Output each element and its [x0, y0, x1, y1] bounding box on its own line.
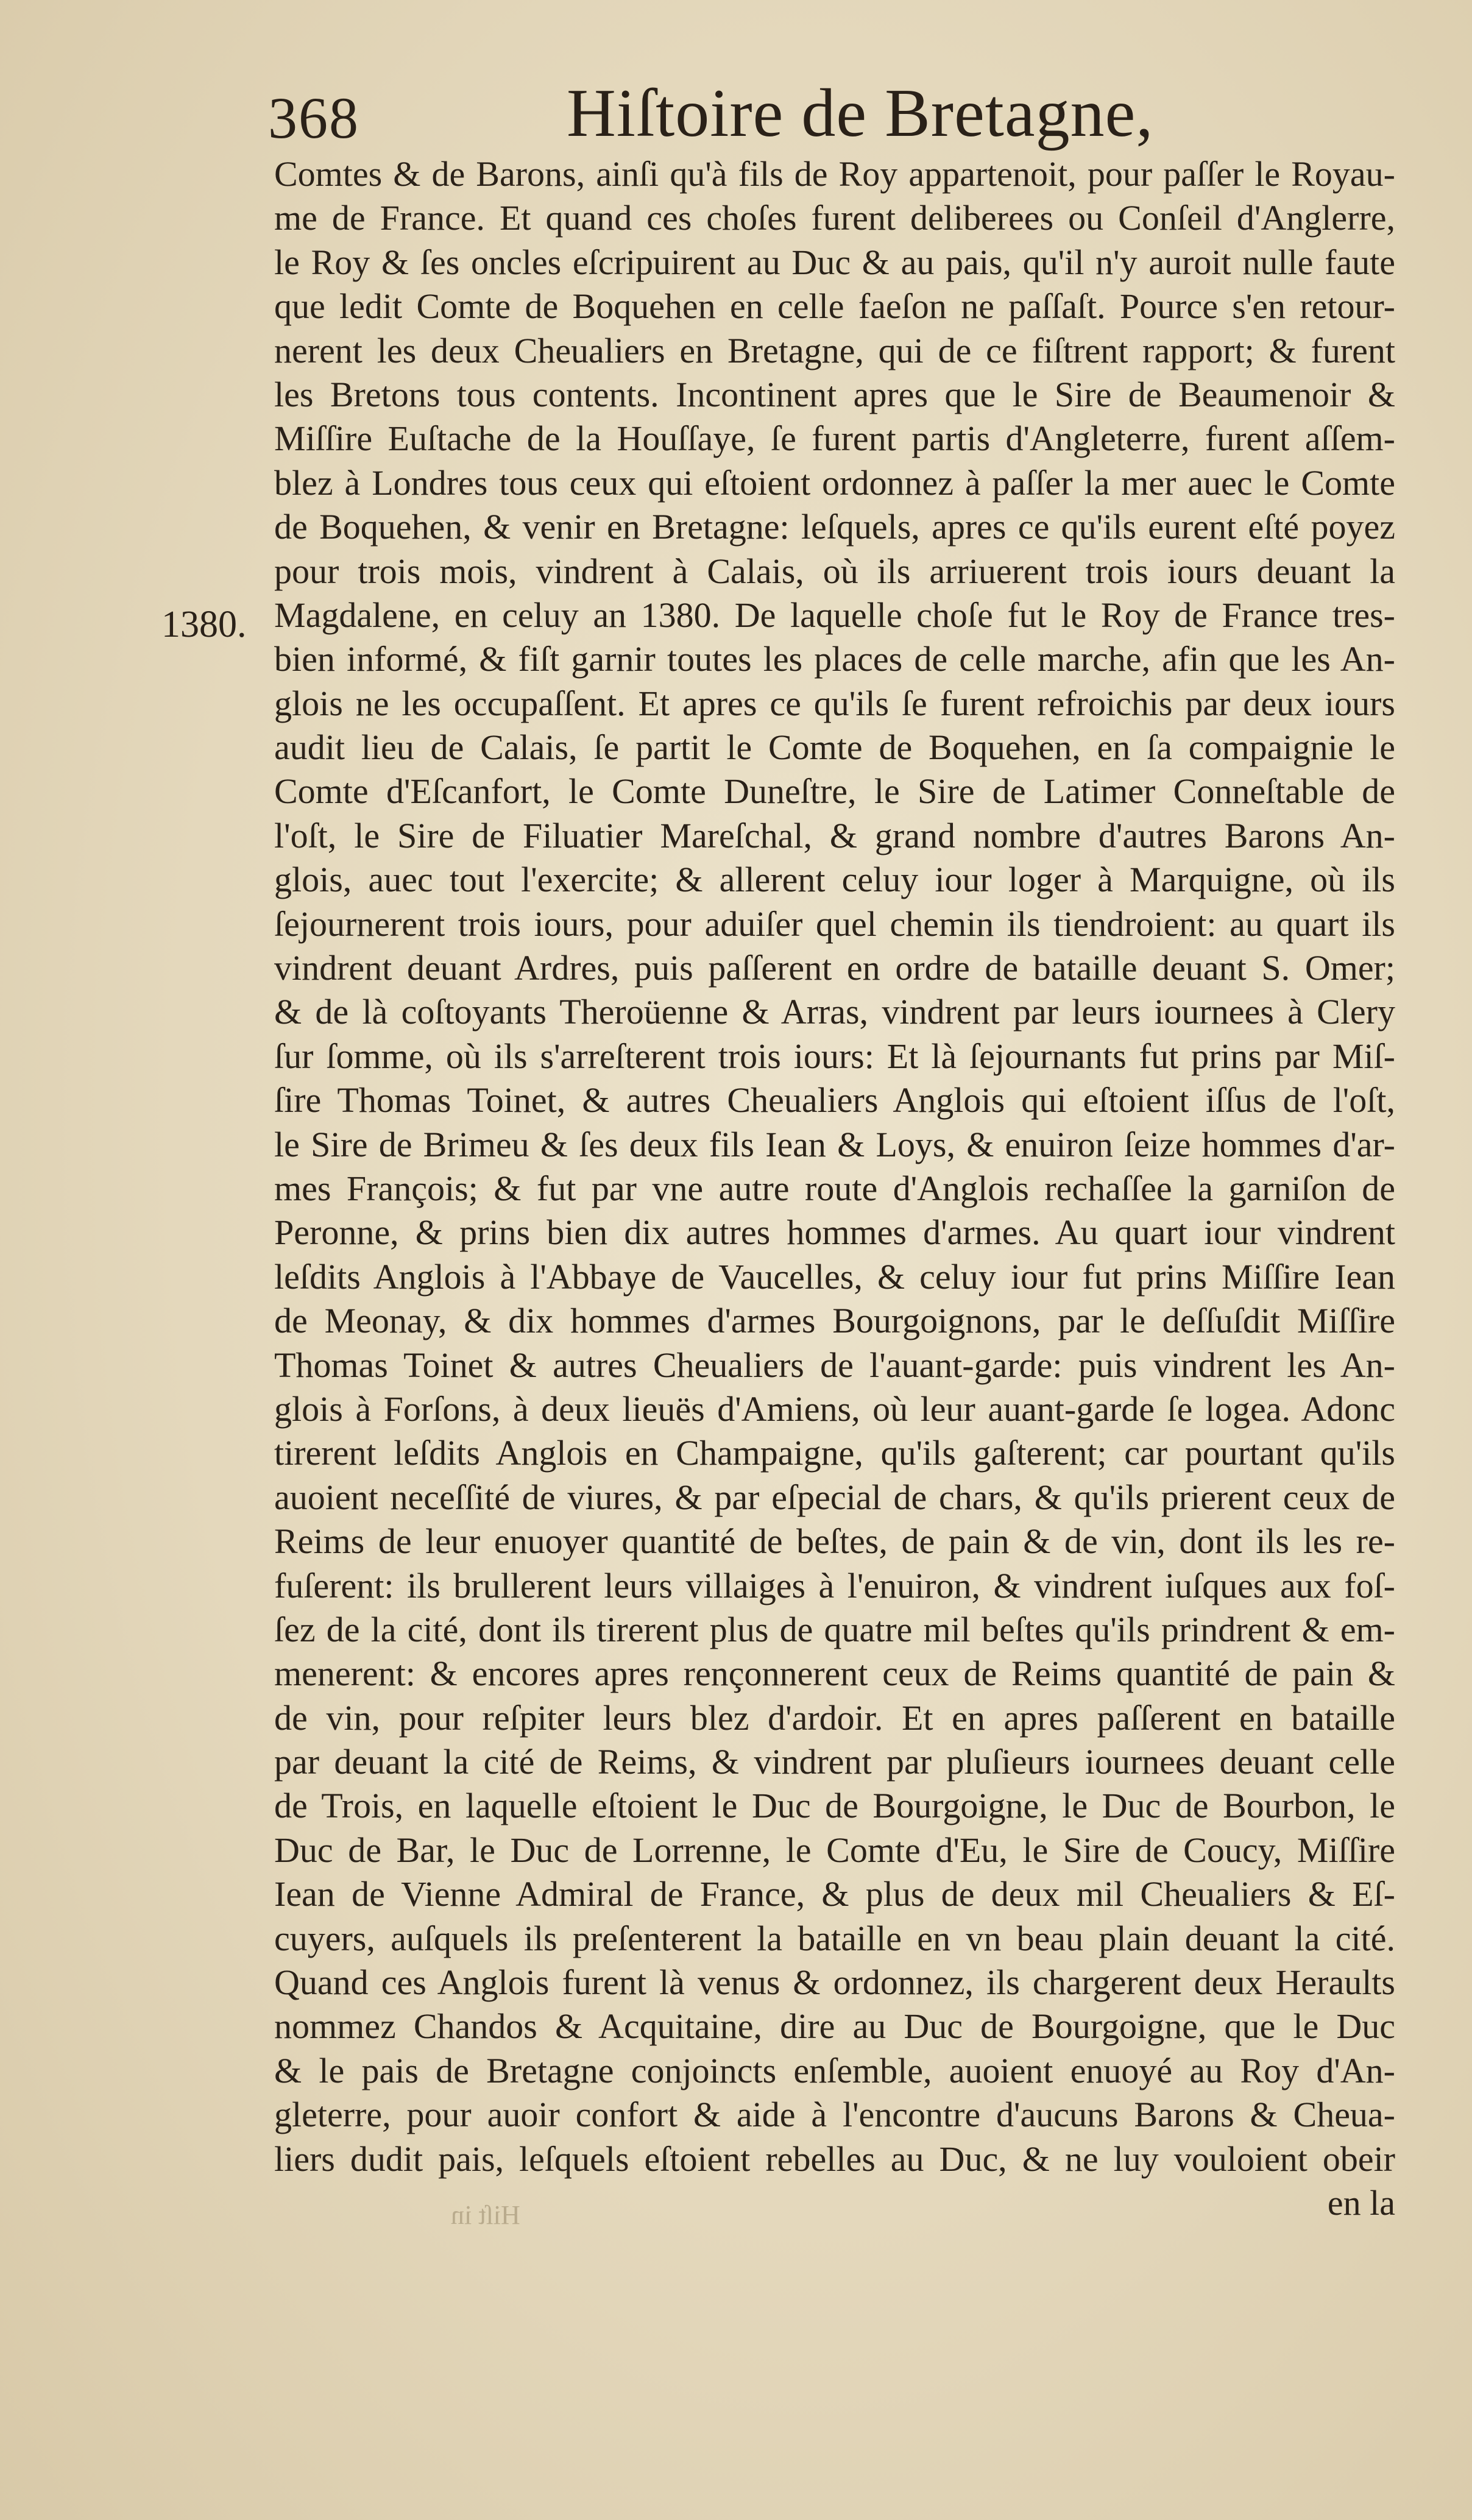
- text-line: Iean de Vienne Admiral de France, & plus de deux mil Cheualiers & Eſ-: [274, 1874, 1395, 1914]
- text-line: glois, auec tout l'exercite; & allerent celuy iour loger à Marquigne, où ils: [274, 860, 1395, 900]
- text-line: & le pais de Bretagne conjoincts enſemble, auoient enuoyé au Roy d'An-: [274, 2050, 1395, 2090]
- text-line: me de France. Et quand ces choſes furent deliberees ou Conſeil d'Anglerre,: [274, 198, 1395, 238]
- text-line: Duc de Bar, le Duc de Lorrenne, le Comte d'Eu, le Sire de Coucy, Miſſire: [274, 1830, 1395, 1870]
- text-line: glois ne les occupaſſent. Et apres ce qu'ils ſe furent refroichis par deux iours: [274, 683, 1395, 723]
- margin-year-note: 1380.: [161, 604, 247, 645]
- text-line: ſez de la cité, dont ils tirerent plus de quatre mil beſtes qu'ils prindrent & em-: [274, 1609, 1395, 1649]
- text-line: de Meonay, & dix hommes d'armes Bourgoignons, par le deſſuſdit Miſſire: [274, 1301, 1395, 1341]
- text-line: gleterre, pour auoir confort & aide à l'encontre d'aucuns Barons & Cheua-: [274, 2095, 1395, 2135]
- text-line: le Roy & ſes oncles eſcripuirent au Duc & au pais, qu'il n'y auroit nulle faute: [274, 242, 1395, 282]
- text-line: les Bretons tous contents. Incontinent apres que le Sire de Beaumenoir &: [274, 374, 1395, 414]
- text-line: que ledit Comte de Boquehen en celle faeſon ne paſſaſt. Pource s'en retour-: [274, 286, 1395, 327]
- text-line: liers dudit pais, leſquels eſtoient rebelles au Duc, & ne luy vouloient obeir: [274, 2139, 1395, 2179]
- text-line: Peronne, & prins bien dix autres hommes d'armes. Au quart iour vindrent: [274, 1212, 1395, 1253]
- text-line: ſejournerent trois iours, pour aduiſer quel chemin ils tiendroient: au quart ils: [274, 904, 1395, 944]
- text-line: fuſerent: ils brullerent leurs villaiges à l'enuiron, & vindrent iuſques aux foſ-: [274, 1565, 1395, 1605]
- text-line: audit lieu de Calais, ſe partit le Comte de Boquehen, en ſa compaignie le: [274, 727, 1395, 768]
- text-line: tirerent leſdits Anglois en Champaigne, qu'ils gaſterent; car pourtant qu'ils: [274, 1433, 1395, 1473]
- text-line: pour trois mois, vindrent à Calais, où ils arriuerent trois iours deuant la: [274, 551, 1395, 591]
- text-line: nerent les deux Cheualiers en Bretagne, qui de ce fiſtrent rapport; & furent: [274, 330, 1395, 370]
- text-line: Comte d'Eſcanfort, le Comte Duneſtre, le Sire de Latimer Conneſtable de: [274, 771, 1395, 812]
- text-line: Magdalene, en celuy an 1380. De laquelle choſe fut le Roy de France tres-: [274, 595, 1395, 635]
- text-line: de Boquehen, & venir en Bretagne: leſquels, apres ce qu'ils eurent eſté poyez: [274, 507, 1395, 547]
- text-line: l'oſt, le Sire de Filuatier Mareſchal, & grand nombre d'autres Barons An-: [274, 815, 1395, 855]
- text-line: glois à Forſons, à deux lieuës d'Amiens, où leur auant-garde ſe logea. Adonc: [274, 1389, 1395, 1429]
- text-line: vindrent deuant Ardres, puis paſſerent en ordre de bataille deuant S. Omer;: [274, 948, 1395, 988]
- text-line: ſire Thomas Toinet, & autres Cheualiers Anglois qui eſtoient iſſus de l'oſt,: [274, 1080, 1395, 1120]
- page-number: 368: [268, 85, 359, 150]
- text-line: le Sire de Brimeu & ſes deux fils Iean & Loys, & enuiron ſeize hommes d'ar-: [274, 1124, 1395, 1164]
- bleed-through-text: Hiſt in: [451, 2200, 520, 2230]
- page-header: [256, 67, 1414, 152]
- text-line: bien informé, & fiſt garnir toutes les places de celle marche, afin que les An-: [274, 639, 1395, 679]
- text-line: blez à Londres tous ceux qui eſtoient ordonnez à paſſer la mer auec le Comte: [274, 462, 1395, 503]
- text-line: Reims de leur enuoyer quantité de beſtes, de pain & de vin, dont ils les re-: [274, 1521, 1395, 1562]
- text-line: cuyers, auſquels ils preſenterent la bataille en vn beau plain deuant la cité.: [274, 1918, 1395, 1958]
- text-line: de vin, pour reſpiter leurs blez d'ardoir. Et en apres paſſerent en bataille: [274, 1697, 1395, 1738]
- text-line: mes François; & fut par vne autre route d'Anglois rechaſſee la garniſon de: [274, 1168, 1395, 1208]
- text-line: Thomas Toinet & autres Cheualiers de l'auant-garde: puis vindrent les An-: [274, 1345, 1395, 1385]
- body-text: [274, 152, 1395, 2225]
- text-line: ſur ſomme, où ils s'arreſterent trois iours: Et là ſejournants fut prins par Miſ-: [274, 1036, 1395, 1076]
- text-line: Comtes & de Barons, ainſi qu'à fils de Roy appartenoit, pour paſſer le Royau-: [274, 154, 1395, 194]
- catchword: en la: [1327, 2182, 1395, 2223]
- text-line: & de là coſtoyants Theroüenne & Arras, vindrent par leurs iournees à Clery: [274, 992, 1395, 1032]
- text-line: Quand ces Anglois furent là venus & ordonnez, ils chargerent deux Heraults: [274, 1963, 1395, 2003]
- text-line: leſdits Anglois à l'Abbaye de Vaucelles, & celuy iour fut prins Miſſire Iean: [274, 1256, 1395, 1297]
- running-title: Hiſtoire de Bretagne,: [567, 76, 1154, 151]
- text-line: Miſſire Euſtache de la Houſſaye, ſe furent partis d'Angleterre, furent aſſem-: [274, 419, 1395, 459]
- text-line: menerent: & encores apres rençonnerent ceux de Reims quantité de pain &: [274, 1654, 1395, 1694]
- text-line: par deuant la cité de Reims, & vindrent par pluſieurs iournees deuant celle: [274, 1742, 1395, 1782]
- text-line: nommez Chandos & Acquitaine, dire au Duc de Bourgoigne, que le Duc: [274, 2006, 1395, 2047]
- text-line: auoient neceſſité de viures, & par eſpecial de chars, & qu'ils prierent ceux de: [274, 1477, 1395, 1517]
- text-line: de Trois, en laquelle eſtoient le Duc de Bourgoigne, le Duc de Bourbon, le: [274, 1786, 1395, 1826]
